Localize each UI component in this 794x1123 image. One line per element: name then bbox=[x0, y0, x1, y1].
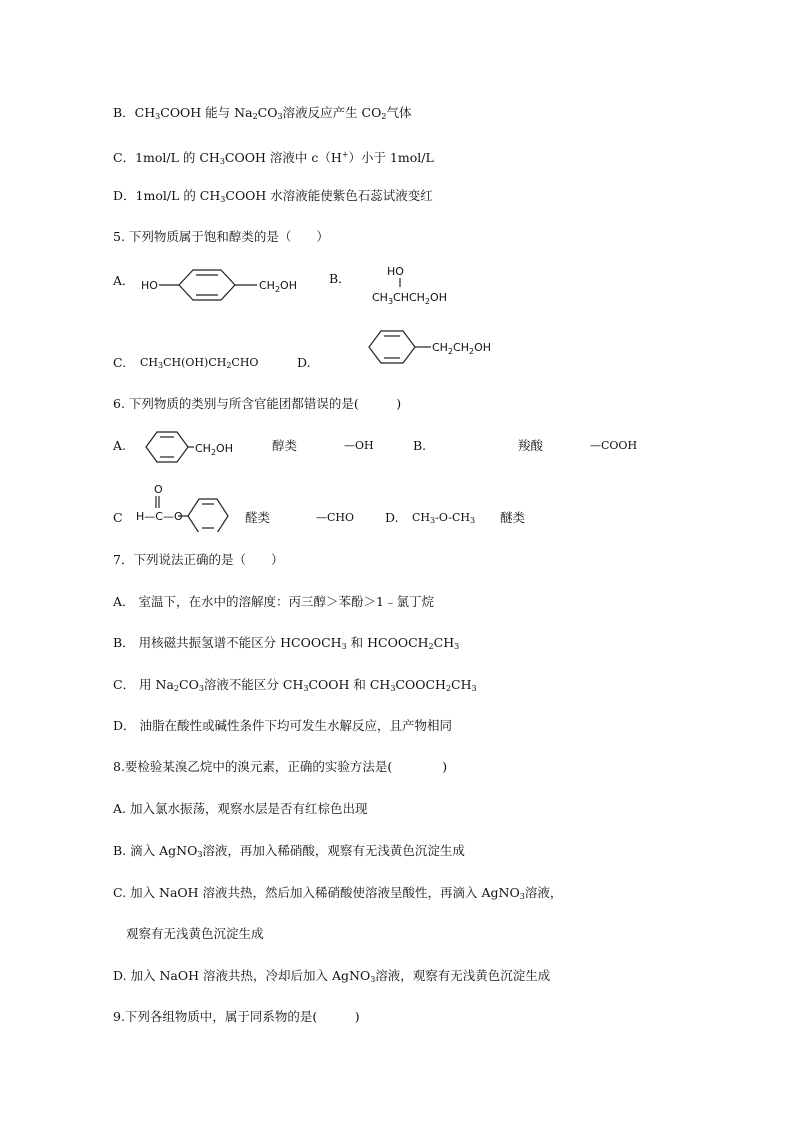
svg-text:CH2CH2OH: $CH_2CH_2OH$ bbox=[432, 341, 492, 356]
q6-c-functional-group: —CHO bbox=[316, 511, 355, 524]
q6-c-structure bbox=[132, 482, 242, 532]
q6-d-formula: $CH_3-O-CH_3$ bbox=[412, 511, 476, 525]
q7-option-d: D． 油脂在酸性或碱性条件下均可发生水解反应，且产物相同 bbox=[113, 718, 452, 733]
q6-stem: 6. 下列物质的类别与所含官能团都错误的是( ) bbox=[113, 396, 402, 411]
q5-d-structure bbox=[365, 326, 495, 370]
q5-b-label: B． bbox=[329, 271, 351, 286]
q6-b-class: 羧酸 bbox=[518, 438, 544, 453]
q7-option-a: A． 室温下，在水中的溶解度：丙三醇＞苯酚＞1﹣氯丁烷 bbox=[113, 594, 434, 609]
q7-option-b: B． 用核磁共振氢谱不能区分 $HCOOCH_3$ 和 $HCOOCH_2CH_3$ bbox=[113, 635, 460, 651]
q5-d-label: D. bbox=[297, 355, 311, 370]
q5-a-label: A． bbox=[113, 273, 135, 288]
q8-stem: 8.要检验某溴乙烷中的溴元素，正确的实验方法是( ) bbox=[113, 759, 448, 774]
q5-c-formula: $CH_3CH(OH)CH_2CHO$ bbox=[140, 356, 259, 370]
q9-stem: 9.下列各组物质中，属于同系物的是( ) bbox=[113, 1009, 360, 1024]
q5-c-label: C. bbox=[113, 355, 127, 370]
q7-option-c: C． 用 $Na_2CO_3$溶液不能区分 $CH_3COOH$ 和 $CH_3COOCH_2CH_3$ bbox=[113, 677, 477, 693]
q4-option-d: D．1mol/L 的 $CH_3COOH$ 水溶液能使紫色石蕊试液变红 bbox=[113, 188, 433, 204]
svg-text:CH3CHCH2OH: $CH_3CHCH_2OH$ bbox=[372, 291, 447, 306]
q6-c-carbonyl-o: O bbox=[154, 483, 163, 496]
q4-option-b: B．$CH_3COOH$ 能与 $Na_2CO_3$溶液反应产生 $CO_2$气体 bbox=[113, 105, 412, 121]
q8-option-d: D. 加入 NaOH 溶液共热，冷却后加入 AgNO$_3$溶液，观察有无浅黄色沉淀生成 bbox=[113, 968, 551, 984]
q8-option-a: A. 加入氯水振荡，观察水层是否有红棕色出现 bbox=[113, 801, 368, 816]
q6-c-chain-text: H—C—O bbox=[136, 510, 183, 523]
q8-option-c-line2: 观察有无浅黄色沉淀生成 bbox=[126, 926, 264, 941]
svg-text:CH2OH: $CH_2OH$ bbox=[259, 279, 297, 294]
svg-text:CH2OH: $CH_2OH$ bbox=[195, 442, 233, 457]
q6-b-functional-group: —COOH bbox=[590, 439, 638, 452]
q5-a-ho-text: HO bbox=[141, 279, 158, 292]
q6-a-label: A. bbox=[113, 438, 127, 453]
q6-b-label: B. bbox=[413, 438, 427, 453]
q5-b-ho-text: HO bbox=[387, 265, 404, 278]
q5-b-structure bbox=[368, 260, 478, 306]
q6-a-class: 醇类 bbox=[272, 438, 298, 453]
q5-a-structure bbox=[135, 262, 320, 308]
q6-d-label: D. bbox=[385, 510, 399, 525]
q5-stem: 5. 下列物质属于饱和醇类的是（ ） bbox=[113, 229, 329, 244]
q6-c-label: C bbox=[113, 510, 123, 525]
q8-option-c-line1: C. 加入 NaOH 溶液共热，然后加入稀硝酸使溶液呈酸性，再滴入 AgNO$_3$溶液， bbox=[113, 885, 563, 901]
q8-option-b: B. 滴入 AgNO$_3$溶液，再加入稀硝酸，观察有无浅黄色沉淀生成 bbox=[113, 843, 465, 859]
q4-option-c: C．1mol/L 的 $CH_3COOH$ 溶液中 c（H+）小于 1mol/L bbox=[113, 150, 434, 166]
q7-stem: 7．下列说法正确的是（ ） bbox=[113, 552, 284, 567]
q6-a-functional-group: —OH bbox=[344, 439, 374, 452]
q6-d-class: 醚类 bbox=[500, 510, 526, 525]
q6-a-structure bbox=[142, 428, 252, 468]
q6-c-class: 醛类 bbox=[245, 510, 271, 525]
